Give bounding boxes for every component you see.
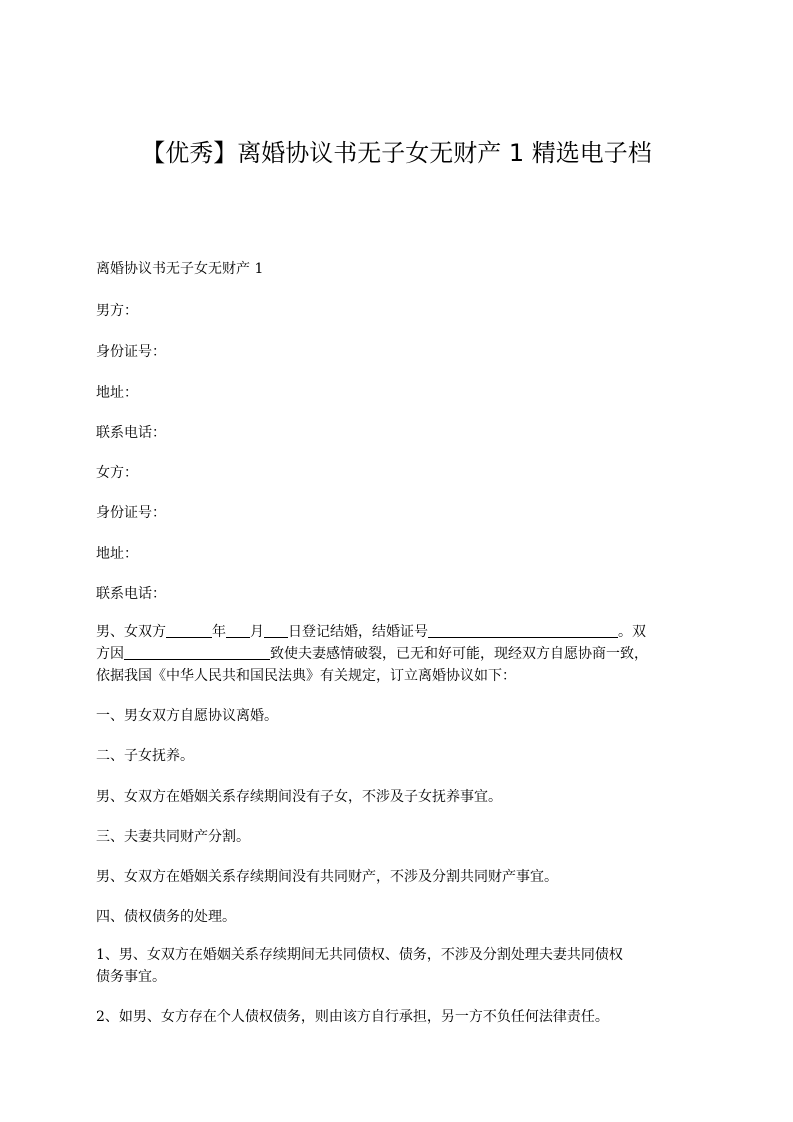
clause-3: 三、夫妻共同财产分割。 (96, 829, 250, 845)
reason-blank (124, 645, 270, 660)
intro-text-3: 月 (250, 624, 264, 640)
intro-text-6: 方因 (96, 646, 124, 662)
woman-phone-label: 联系电话： (96, 586, 166, 602)
day-blank (264, 623, 288, 638)
woman-id-label: 身份证号： (96, 505, 166, 521)
clause-2: 二、子女抚养。 (96, 748, 194, 764)
intro-text-2: 年 (212, 624, 226, 640)
debt-item-1-line-2: 债务事宜。 (96, 969, 166, 985)
man-label: 男方： (96, 303, 138, 319)
document-title: 【优秀】离婚协议书无子女无财产 1 精选电子档 (141, 139, 652, 167)
woman-label: 女方： (96, 465, 138, 481)
month-blank (226, 623, 250, 638)
certificate-number-blank (428, 623, 618, 638)
man-address-label: 地址： (96, 385, 138, 401)
man-id-label: 身份证号： (96, 344, 166, 360)
debt-item-1-line-1: 1、男、女双方在婚姻关系存续期间无共同债权、债务，不涉及分割处理夫妻共同债权 (96, 947, 623, 963)
woman-address-label: 地址： (96, 546, 138, 562)
intro-line-3: 依据我国《中华人民共和国民法典》有关规定，订立离婚协议如下： (96, 668, 516, 684)
intro-text-5: 。双 (618, 624, 646, 640)
clause-3-text: 男、女双方在婚姻关系存续期间没有共同财产，不涉及分割共同财产事宜。 (96, 869, 558, 885)
clause-4: 四、债权债务的处理。 (96, 909, 236, 925)
intro-text-7: 致使夫妻感情破裂，已无和好可能，现经双方自愿协商一致， (270, 646, 648, 662)
intro-text-1: 男、女双方 (96, 624, 166, 640)
clause-2-text: 男、女双方在婚姻关系存续期间没有子女，不涉及子女抚养事宜。 (96, 789, 502, 805)
year-blank (166, 623, 212, 638)
document-subtitle: 离婚协议书无子女无财产 1 (96, 261, 264, 277)
intro-line-2 (96, 643, 698, 665)
clause-1: 一、男女双方自愿协议离婚。 (96, 708, 278, 724)
man-phone-label: 联系电话： (96, 425, 166, 441)
intro-text-4: 日登记结婚，结婚证号 (288, 624, 428, 640)
debt-item-2: 2、如男、女方存在个人债权债务，则由该方自行承担，另一方不负任何法律责任。 (96, 1009, 609, 1025)
intro-line-1 (96, 621, 698, 643)
